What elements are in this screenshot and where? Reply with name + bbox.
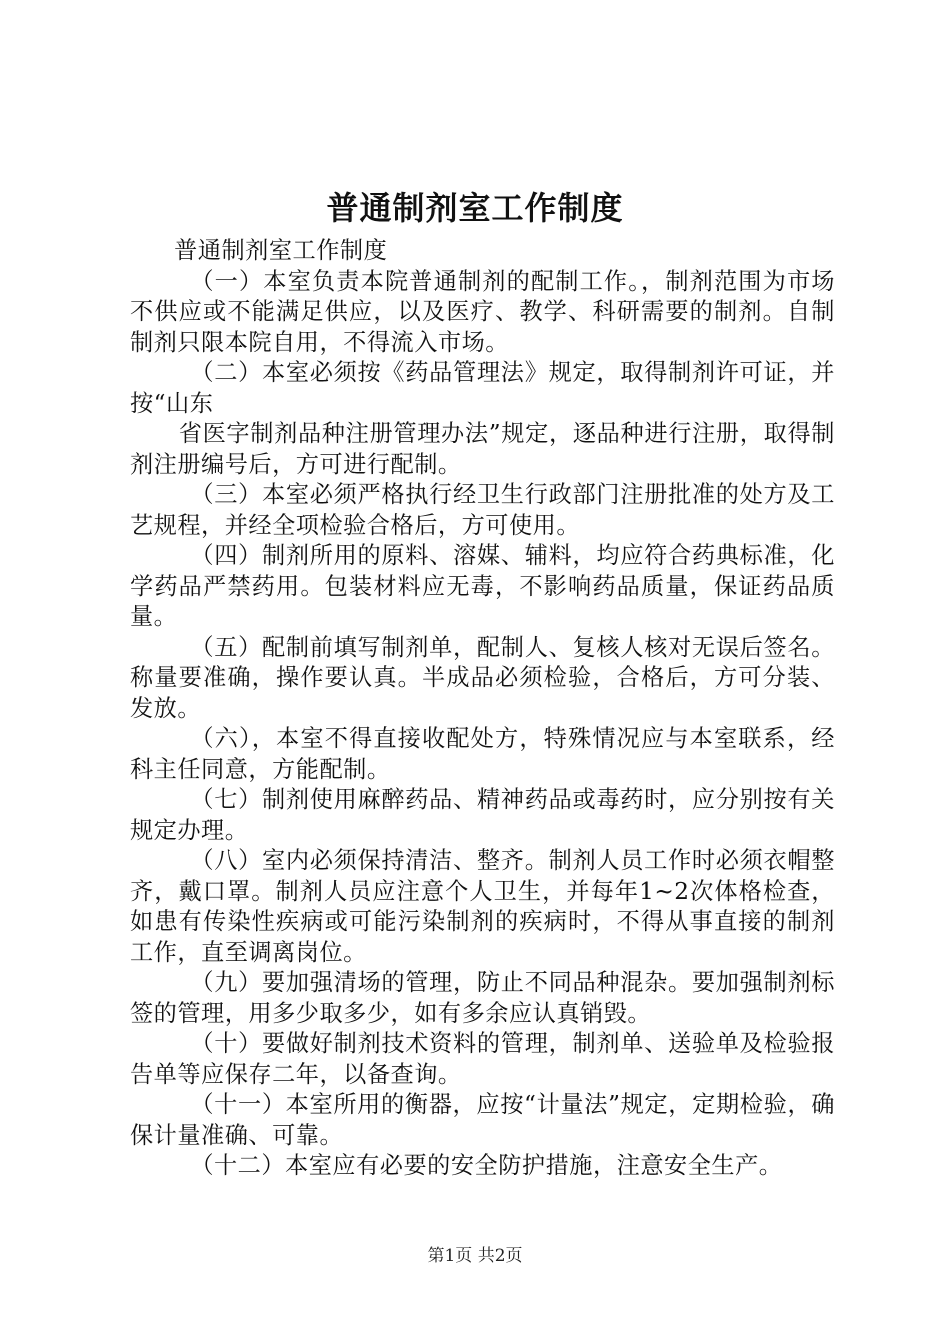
paragraph-8: （八）室内必须保持清洁、整齐。制剂人员工作时必须衣帽整齐，戴口罩。制剂人员应注意个人卫生，并每年1~2次体格检查，如患有传染性疾病或可能污染制剂的疾病时，不得从事直接的制剂工作，直至调离岗位。 bbox=[130, 847, 835, 966]
paragraph-4: （四）制剂所用的原料、溶媒、辅料，均应符合药典标准，化学药品严禁药用。包装材料应无毒，不影响药品质量，保证药品质量。 bbox=[130, 542, 835, 630]
paragraph-2-continued: 省医字制剂品种注册管理办法”规定，逐品种进行注册，取得制剂注册编号后，方可进行配制。 bbox=[130, 420, 835, 478]
paragraph-9: （九）要加强清场的管理，防止不同品种混杂。要加强制剂标签的管理，用多少取多少，如有多余应认真销毁。 bbox=[130, 969, 835, 1027]
paragraph-1: （一）本室负责本院普通制剂的配制工作。，制剂范围为市场不供应或不能满足供应，以及医疗、教学、科研需要的制剂。自制制剂只限本院自用，不得流入市场。 bbox=[130, 267, 835, 356]
paragraph-7: （七）制剂使用麻醉药品、精神药品或毒药时，应分别按有关规定办理。 bbox=[130, 786, 835, 844]
paragraph-12: （十二）本室应有必要的安全防护措施，注意安全生产。 bbox=[190, 1152, 783, 1179]
paragraph-3: （三）本室必须严格执行经卫生行政部门注册批准的处方及工艺规程，并经全项检验合格后，方可使用。 bbox=[130, 481, 835, 539]
paragraph-2: （二）本室必须按《药品管理法》规定，取得制剂许可证，并按“山东 bbox=[130, 359, 835, 417]
paragraph-5: （五）配制前填写制剂单，配制人、复核人核对无误后签名。称量要准确，操作要认真。半成品必须检验，合格后，方可分装、发放。 bbox=[130, 633, 835, 722]
document-subtitle: 普通制剂室工作制度 bbox=[174, 237, 388, 264]
page-footer: 第1页 共2页 bbox=[427, 1246, 523, 1266]
paragraph-11: （十一）本室所用的衡器，应按“计量法”规定，定期检验，确保计量准确、可靠。 bbox=[130, 1091, 835, 1149]
paragraph-10: （十）要做好制剂技术资料的管理，制剂单、送验单及检验报告单等应保存二年，以备查询。 bbox=[130, 1030, 835, 1088]
paragraph-6: （六），本室不得直接收配处方，特殊情况应与本室联系，经科主任同意，方能配制。 bbox=[130, 725, 835, 783]
document-body bbox=[130, 236, 835, 1182]
document-title: 普通制剂室工作制度 bbox=[326, 189, 624, 227]
